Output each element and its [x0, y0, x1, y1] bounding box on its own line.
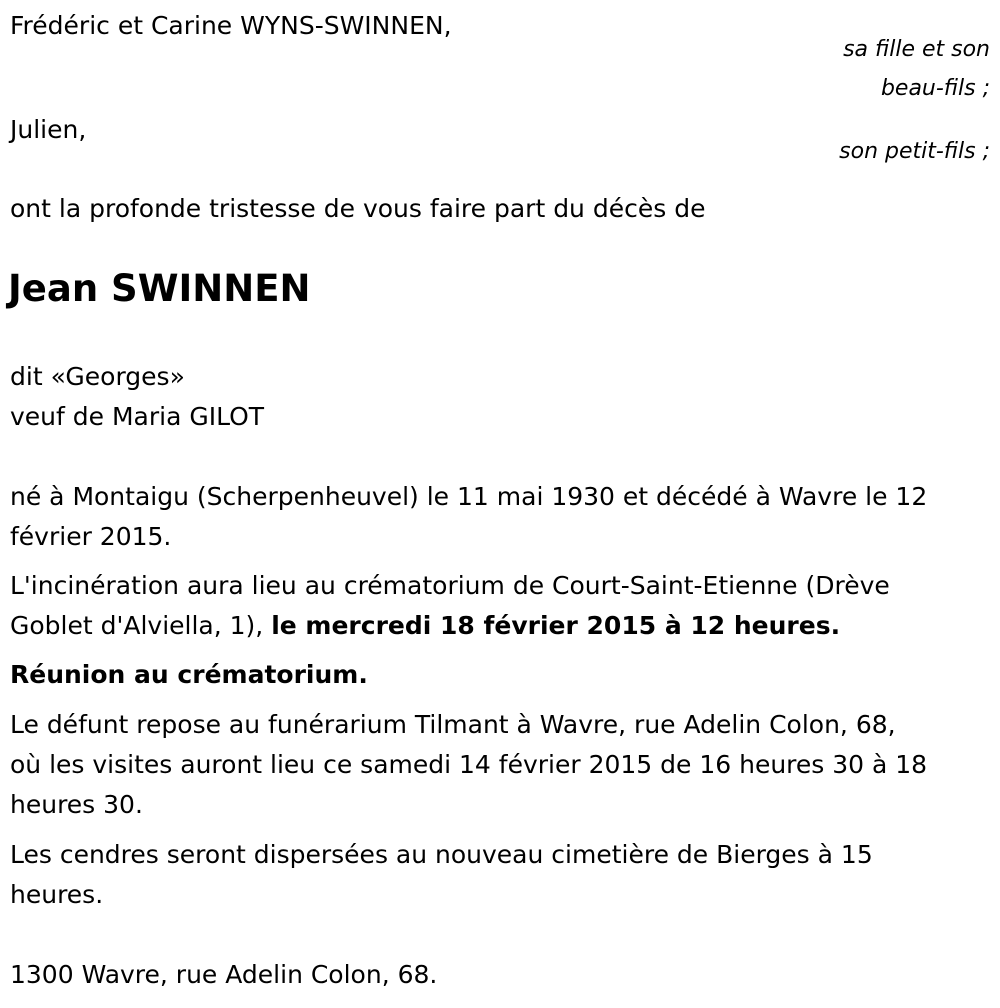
birth-death-line2: février 2015.	[10, 522, 172, 551]
cremation-datetime: le mercredi 18 février 2015 à 12 heures.	[271, 611, 841, 640]
cremation-line2	[10, 606, 840, 646]
grandson-name: Julien,	[10, 115, 87, 144]
visitation-line2: où les visites auront lieu ce samedi 14 février 2015 de 16 heures 30 à 18	[10, 750, 928, 779]
widower-line: veuf de Maria GILOT	[10, 402, 265, 431]
cremation-line1: L'incinération aura lieu au crématorium de Court-Saint-Etienne (Drève	[10, 571, 890, 600]
address: 1300 Wavre, rue Adelin Colon, 68.	[10, 960, 438, 989]
deceased-name: Jean SWINNEN	[8, 267, 311, 310]
announcement-text: ont la profonde tristesse de vous faire part du décès de	[10, 194, 706, 223]
daughter-relation-line2: beau-fils ;	[880, 76, 990, 101]
visitation-line1: Le défunt repose au funérarium Tilmant à Wavre, rue Adelin Colon, 68,	[10, 710, 896, 739]
daughter-relation-line1: sa fille et son	[843, 37, 990, 62]
visitation-line3: heures 30.	[10, 790, 143, 819]
ashes-line2: heures.	[10, 880, 104, 909]
ashes-line1: Les cendres seront dispersées au nouveau cimetière de Bierges à 15	[10, 840, 873, 869]
cremation-place: Goblet d'Alviella, 1),	[10, 611, 272, 640]
grandson-relation: son petit-fils ;	[839, 139, 990, 164]
deceased-nickname: dit «Georges»	[10, 362, 185, 391]
daughter-names: Frédéric et Carine WYNS-SWINNEN,	[10, 11, 452, 40]
birth-death-line1: né à Montaigu (Scherpenheuvel) le 11 mai 1930 et décédé à Wavre le 12	[10, 482, 928, 511]
meeting-note: Réunion au crématorium.	[10, 660, 368, 689]
